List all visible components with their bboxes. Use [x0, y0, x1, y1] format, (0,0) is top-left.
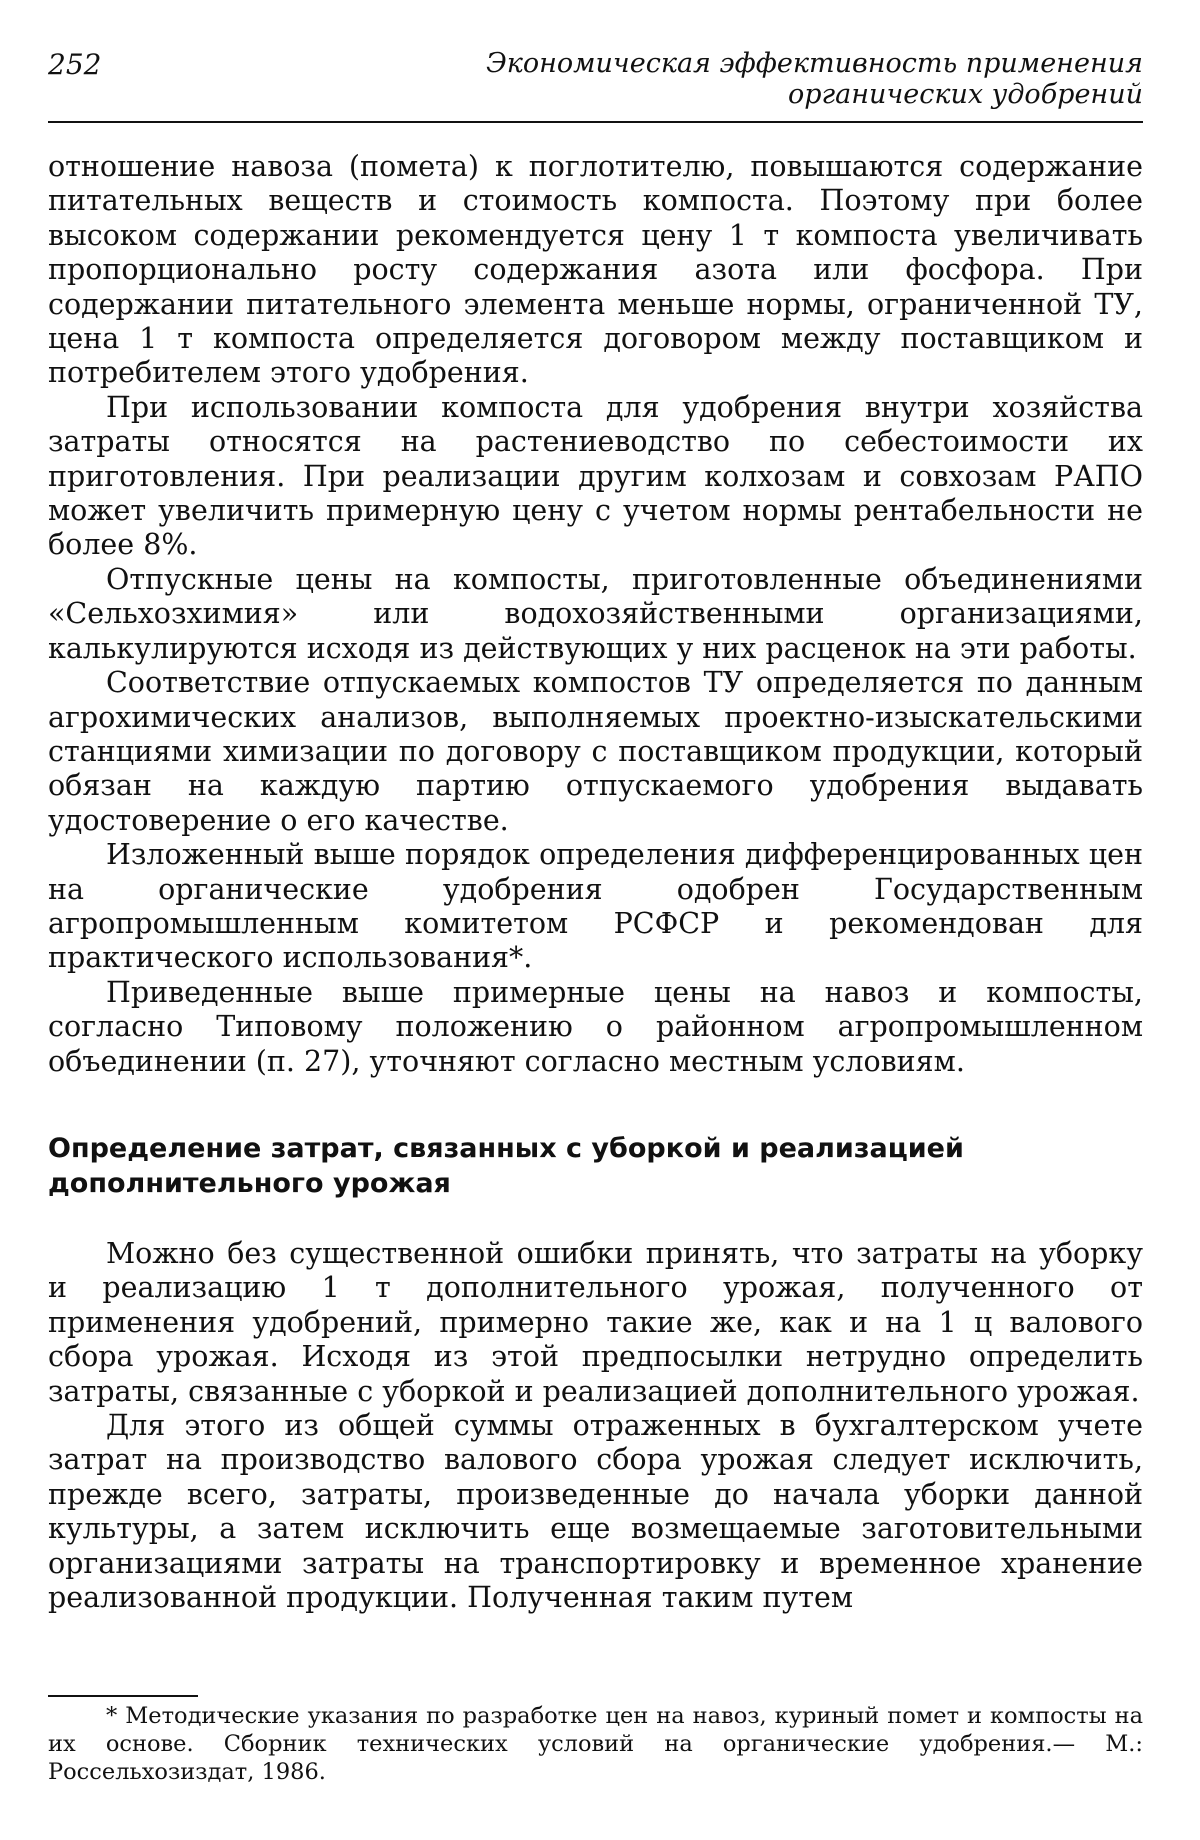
page-number: 252 [48, 48, 102, 81]
page-header [48, 48, 1143, 120]
running-title [486, 48, 1143, 110]
section-heading: Определение затрат, связанных с уборкой и реализацией дополнительного урожая [48, 1132, 964, 1199]
paragraph: Отпускные цены на компосты, приготовленные объединениями «Сельхозхимия» или водохозяйственными организациями, калькулируются исходя из действующих у них расценок на эти работы. [48, 562, 1143, 665]
paragraph: Соответствие отпускаемых компостов ТУ определяется по данным агрохимических анализов, выполняемых проектно-изыскательскими станциями химизации по договору с поставщиком продукции, который обязан на каждую партию отпускаемого удобрения выдавать удостоверение о его качестве. [48, 666, 1143, 837]
paragraph: Изложенный выше порядок определения дифференцированных цен на органические удобрения одобрен Государственным агропромышленным комитетом РСФСР и рекомендован для практического использования*. [48, 838, 1143, 975]
paragraph: Для этого из общей суммы отраженных в бухгалтерском учете затрат на производство валового сбора урожая следует исключить, прежде всего, затраты, произведенные до начала уборки данной культуры, а затем исключить еще возмещаемые заготовительными организациями затраты на транспортировку и временное хранение реализованной продукции. Полученная таким путем [48, 1409, 1143, 1615]
running-title-line-2: органических удобрений [787, 79, 1143, 110]
paragraph-continued: отношение навоза (помета) к поглотителю, повышаются содержание питательных веществ и стоимость компоста. Поэтому при более высоком содержании рекомендуется цену 1 т компоста увеличивать пропорционально росту содержания азота или фосфора. При содержании питательного элемента меньше нормы, ограниченной ТУ, цена 1 т компоста определяется договором между поставщиком и потребителем этого удобрения. [48, 150, 1143, 390]
running-title-line-1: Экономическая эффективность применения [486, 48, 1143, 79]
footnote: * Методические указания по разработке цен на навоз, куриный помет и компосты на их основе. Сборник технических условий на органические удобрения.— М.: Россельхозиздат, 1986. [48, 1703, 1143, 1785]
body-text [48, 150, 1143, 1615]
paragraph: При использовании компоста для удобрения внутри хозяйства затраты относятся на растениеводство по себестоимости их приготовления. При реализации другим колхозам и совхозам РАПО может увеличить примерную цену с учетом нормы рентабельности не более 8%. [48, 390, 1143, 562]
header-rule [48, 121, 1143, 123]
paragraph: Можно без существенной ошибки принять, что затраты на уборку и реализацию 1 т дополнительного урожая, полученного от применения удобрений, примерно такие же, как и на 1 ц валового сбора урожая. Исходя из этой предпосылки нетрудно определить затраты, связанные с уборкой и реализацией дополнительного урожая. [48, 1236, 1143, 1408]
footnote-rule [48, 1695, 198, 1697]
paragraph: Приведенные выше примерные цены на навоз и компосты, согласно Типовому положению о районном агропромышленном объединении (п. 27), уточняют согласно местным условиям. [48, 975, 1143, 1078]
